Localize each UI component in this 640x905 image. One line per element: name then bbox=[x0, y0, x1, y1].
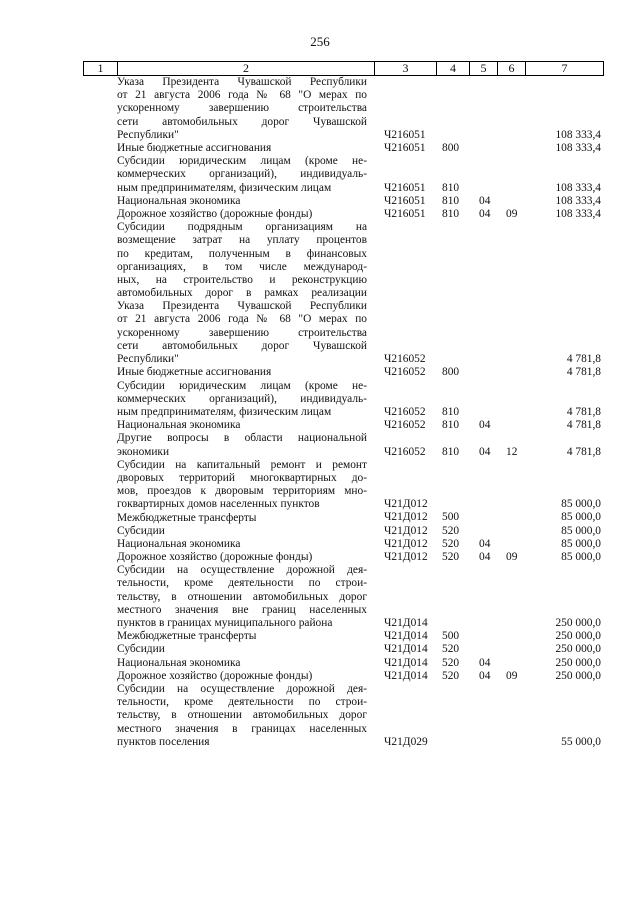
table-row bbox=[83, 512, 603, 525]
row-name-line: коммерческих организаций), индивидуаль- bbox=[117, 392, 367, 405]
row-name bbox=[117, 419, 367, 432]
row-target-article: Ч216051 bbox=[384, 194, 426, 207]
row-target-article: Ч216052 bbox=[384, 419, 426, 432]
row-name-line: экономики bbox=[117, 445, 170, 458]
row-target-article: Ч21Д014 bbox=[384, 630, 428, 643]
row-name bbox=[117, 208, 367, 221]
row-amount: 85 000,0 bbox=[561, 551, 601, 564]
row-target-article: Ч21Д012 bbox=[384, 537, 428, 550]
table-row bbox=[83, 564, 603, 630]
row-amount: 250 000,0 bbox=[555, 617, 601, 630]
column-header-table bbox=[83, 61, 604, 76]
row-name-line: Национальная экономика bbox=[117, 656, 241, 669]
row-section: 04 bbox=[479, 194, 491, 207]
row-name-line: Субсидии bbox=[117, 524, 165, 537]
row-target-article: Ч216052 bbox=[384, 405, 426, 418]
row-name-line: тельству, в отношении автомобильных дорог bbox=[117, 709, 367, 722]
row-subsection: 09 bbox=[506, 669, 518, 682]
row-expense-type: 520 bbox=[442, 524, 460, 537]
table-row bbox=[83, 670, 603, 683]
row-section: 04 bbox=[479, 551, 491, 564]
row-name-line: Субсидии юридическим лицам (кроме не- bbox=[117, 155, 367, 168]
row-section: 04 bbox=[479, 656, 491, 669]
row-name-line: Иные бюджетные ассигнования bbox=[117, 142, 272, 154]
row-amount: 4 781,8 bbox=[566, 405, 601, 418]
row-name-line: сети автомобильных дорог Чувашской bbox=[117, 339, 367, 352]
table-row bbox=[83, 221, 603, 366]
row-name bbox=[117, 512, 367, 525]
row-amount: 250 000,0 bbox=[555, 656, 601, 669]
row-name bbox=[117, 683, 367, 749]
row-name-line: Субсидии на осуществление дорожной дея- bbox=[117, 564, 367, 577]
row-subsection: 12 bbox=[506, 445, 518, 458]
row-subsection: 09 bbox=[506, 207, 518, 220]
table-row bbox=[83, 538, 603, 551]
row-name-line: дворовых территорий многоквартирных до- bbox=[117, 471, 367, 484]
row-expense-type: 520 bbox=[442, 537, 460, 550]
row-name-line: Субсидии юридическим лицам (кроме не- bbox=[117, 379, 367, 392]
table-row bbox=[83, 155, 603, 195]
row-name-line: пунктов поселения bbox=[117, 735, 210, 748]
row-target-article: Ч21Д014 bbox=[384, 656, 428, 669]
row-name-line: ускоренному завершению строительства bbox=[117, 102, 367, 115]
row-amount: 108 333,4 bbox=[555, 194, 601, 207]
row-target-article: Ч21Д014 bbox=[384, 617, 428, 630]
row-expense-type: 520 bbox=[442, 551, 460, 564]
row-expense-type: 810 bbox=[442, 445, 460, 458]
page-number: 256 bbox=[310, 34, 330, 49]
row-name-line: ным предпринимателям, физическим лицам bbox=[117, 181, 332, 194]
row-name-line: Субсидии bbox=[117, 643, 165, 656]
row-name-line: сети автомобильных дорог Чувашской bbox=[117, 115, 367, 128]
row-expense-type: 520 bbox=[442, 656, 460, 669]
row-name-line: Дорожное хозяйство (дорожные фонды) bbox=[117, 207, 313, 220]
row-name-line: Дорожное хозяйство (дорожные фонды) bbox=[117, 551, 313, 564]
row-amount: 108 333,4 bbox=[555, 181, 601, 194]
row-name-line: Иные бюджетные ассигнования bbox=[117, 366, 272, 379]
row-name-line: Субсидии на осуществление дорожной дея- bbox=[117, 683, 367, 695]
row-name-line: ным предпринимателям, физическим лицам bbox=[117, 405, 332, 418]
row-name bbox=[117, 366, 367, 379]
row-target-article: Ч21Д029 bbox=[384, 735, 428, 748]
row-target-article: Ч216051 bbox=[384, 181, 426, 194]
row-name-line: от 21 августа 2006 года № 68 "О мерах по bbox=[117, 313, 367, 326]
row-expense-type: 810 bbox=[442, 194, 460, 207]
row-section: 04 bbox=[479, 445, 491, 458]
row-name-line: Субсидии на капитальный ремонт и ремонт bbox=[117, 458, 367, 471]
row-amount: 4 781,8 bbox=[566, 419, 601, 432]
row-name-line: коммерческих организаций), индивидуаль- bbox=[117, 168, 367, 181]
table-row bbox=[83, 459, 603, 512]
row-name-line: организациях, в том числе международ- bbox=[117, 260, 367, 273]
row-name-line: Указа Президента Чувашской Республики bbox=[117, 300, 367, 313]
column-header-6: 6 bbox=[498, 62, 526, 76]
row-name-line: от 21 августа 2006 года № 68 "О мерах по bbox=[117, 89, 367, 102]
row-amount: 108 333,4 bbox=[555, 141, 601, 154]
table-row bbox=[83, 419, 603, 432]
table-row bbox=[83, 432, 603, 458]
row-expense-type: 520 bbox=[442, 643, 460, 656]
row-expense-type: 500 bbox=[442, 630, 460, 643]
column-header-2: 2 bbox=[118, 62, 375, 76]
row-name-line: Другие вопросы в области национальной bbox=[117, 432, 367, 445]
table-row bbox=[83, 366, 603, 379]
column-header-row bbox=[84, 62, 604, 76]
row-name bbox=[117, 155, 367, 195]
row-name-line: автомобильных дорог в рамках реализации bbox=[117, 287, 367, 300]
budget-rows bbox=[83, 76, 603, 749]
row-target-article: Ч21Д012 bbox=[384, 524, 428, 537]
table-row bbox=[83, 525, 603, 538]
row-target-article: Ч21Д014 bbox=[384, 669, 428, 682]
table-row bbox=[83, 630, 603, 643]
row-name bbox=[117, 459, 367, 512]
row-section: 04 bbox=[479, 537, 491, 550]
row-name bbox=[117, 380, 367, 420]
row-amount: 250 000,0 bbox=[555, 643, 601, 656]
row-name-line: тельству, в отношении автомобильных дорог bbox=[117, 590, 367, 603]
row-name-line: тельности, кроме деятельности по строи- bbox=[117, 577, 367, 590]
table-row bbox=[83, 683, 603, 749]
row-name-line: Национальная экономика bbox=[117, 194, 241, 207]
row-name bbox=[117, 195, 367, 208]
row-expense-type: 810 bbox=[442, 181, 460, 194]
table-row bbox=[83, 195, 603, 208]
row-name bbox=[117, 142, 367, 155]
row-expense-type: 800 bbox=[442, 366, 460, 379]
row-amount: 85 000,0 bbox=[561, 498, 601, 511]
table-row bbox=[83, 142, 603, 155]
row-subsection: 09 bbox=[506, 551, 518, 564]
table-row bbox=[83, 380, 603, 420]
row-target-article: Ч216052 bbox=[384, 366, 426, 379]
row-name-line: Республики" bbox=[117, 353, 179, 366]
row-expense-type: 810 bbox=[442, 405, 460, 418]
column-header-4: 4 bbox=[437, 62, 470, 76]
row-amount: 4 781,8 bbox=[566, 366, 601, 379]
table-row bbox=[83, 76, 603, 142]
row-name-line: Межбюджетные трансферты bbox=[117, 630, 257, 643]
row-name-line: возмещение затрат на уплату процентов bbox=[117, 234, 367, 247]
row-amount: 250 000,0 bbox=[555, 669, 601, 682]
row-target-article: Ч21Д012 bbox=[384, 551, 428, 564]
row-name-line: местного значения вне границ населенных bbox=[117, 603, 367, 616]
row-name-line: тельности, кроме деятельности по строи- bbox=[117, 696, 367, 709]
row-name bbox=[117, 630, 367, 643]
row-target-article: Ч216051 bbox=[384, 128, 426, 141]
row-name-line: пунктов в границах муниципального района bbox=[117, 617, 333, 629]
row-name bbox=[117, 221, 367, 366]
row-name-line: местного значения в границах населенных bbox=[117, 722, 367, 735]
row-target-article: Ч21Д012 bbox=[384, 498, 428, 511]
table-row bbox=[83, 643, 603, 656]
row-name bbox=[117, 432, 367, 458]
row-name-line: Субсидии подрядным организациям на bbox=[117, 221, 367, 234]
row-amount: 108 333,4 bbox=[555, 128, 601, 141]
row-expense-type: 800 bbox=[442, 141, 460, 154]
row-amount: 4 781,8 bbox=[566, 353, 601, 366]
row-name-line: Межбюджетные трансферты bbox=[117, 511, 257, 524]
row-name bbox=[117, 538, 367, 551]
row-target-article: Ч216051 bbox=[384, 207, 426, 220]
row-name-line: ных, на строительство и реконструкцию bbox=[117, 273, 367, 286]
row-amount: 85 000,0 bbox=[561, 537, 601, 550]
row-name-line: Республики" bbox=[117, 128, 179, 141]
row-name-line: по кредитам, полученным в финансовых bbox=[117, 247, 367, 260]
row-name bbox=[117, 525, 367, 538]
row-name-line: ускоренному завершению строительства bbox=[117, 326, 367, 339]
row-target-article: Ч216052 bbox=[384, 445, 426, 458]
row-section: 04 bbox=[479, 419, 491, 432]
row-target-article: Ч216052 bbox=[384, 353, 426, 366]
row-amount: 4 781,8 bbox=[566, 445, 601, 458]
row-target-article: Ч21Д012 bbox=[384, 511, 428, 524]
column-header-5: 5 bbox=[470, 62, 498, 76]
table-row bbox=[83, 208, 603, 221]
row-expense-type: 520 bbox=[442, 669, 460, 682]
row-name bbox=[117, 670, 367, 683]
row-amount: 108 333,4 bbox=[555, 207, 601, 220]
row-name-line: мов, проездов к дворовым территориям мно- bbox=[117, 485, 367, 498]
row-name-line: Национальная экономика bbox=[117, 537, 241, 550]
row-target-article: Ч216051 bbox=[384, 141, 426, 154]
row-name bbox=[117, 643, 367, 656]
row-name bbox=[117, 564, 367, 630]
row-expense-type: 810 bbox=[442, 207, 460, 220]
column-header-1: 1 bbox=[84, 62, 118, 76]
row-name bbox=[117, 76, 367, 142]
row-section: 04 bbox=[479, 669, 491, 682]
row-name bbox=[117, 551, 367, 564]
row-name-line: Указа Президента Чувашской Республики bbox=[117, 76, 367, 88]
table-row bbox=[83, 657, 603, 670]
row-expense-type: 810 bbox=[442, 419, 460, 432]
row-target-article: Ч21Д014 bbox=[384, 643, 428, 656]
row-amount: 85 000,0 bbox=[561, 524, 601, 537]
row-name-line: гоквартирных домов населенных пунктов bbox=[117, 498, 320, 511]
row-expense-type: 500 bbox=[442, 511, 460, 524]
row-amount: 250 000,0 bbox=[555, 630, 601, 643]
row-name-line: Дорожное хозяйство (дорожные фонды) bbox=[117, 669, 313, 682]
column-header-3: 3 bbox=[375, 62, 437, 76]
row-amount: 85 000,0 bbox=[561, 511, 601, 524]
table-row bbox=[83, 551, 603, 564]
column-header-7: 7 bbox=[526, 62, 604, 76]
row-name bbox=[117, 657, 367, 670]
row-amount: 55 000,0 bbox=[561, 735, 601, 748]
row-section: 04 bbox=[479, 207, 491, 220]
row-name-line: Национальная экономика bbox=[117, 419, 241, 432]
